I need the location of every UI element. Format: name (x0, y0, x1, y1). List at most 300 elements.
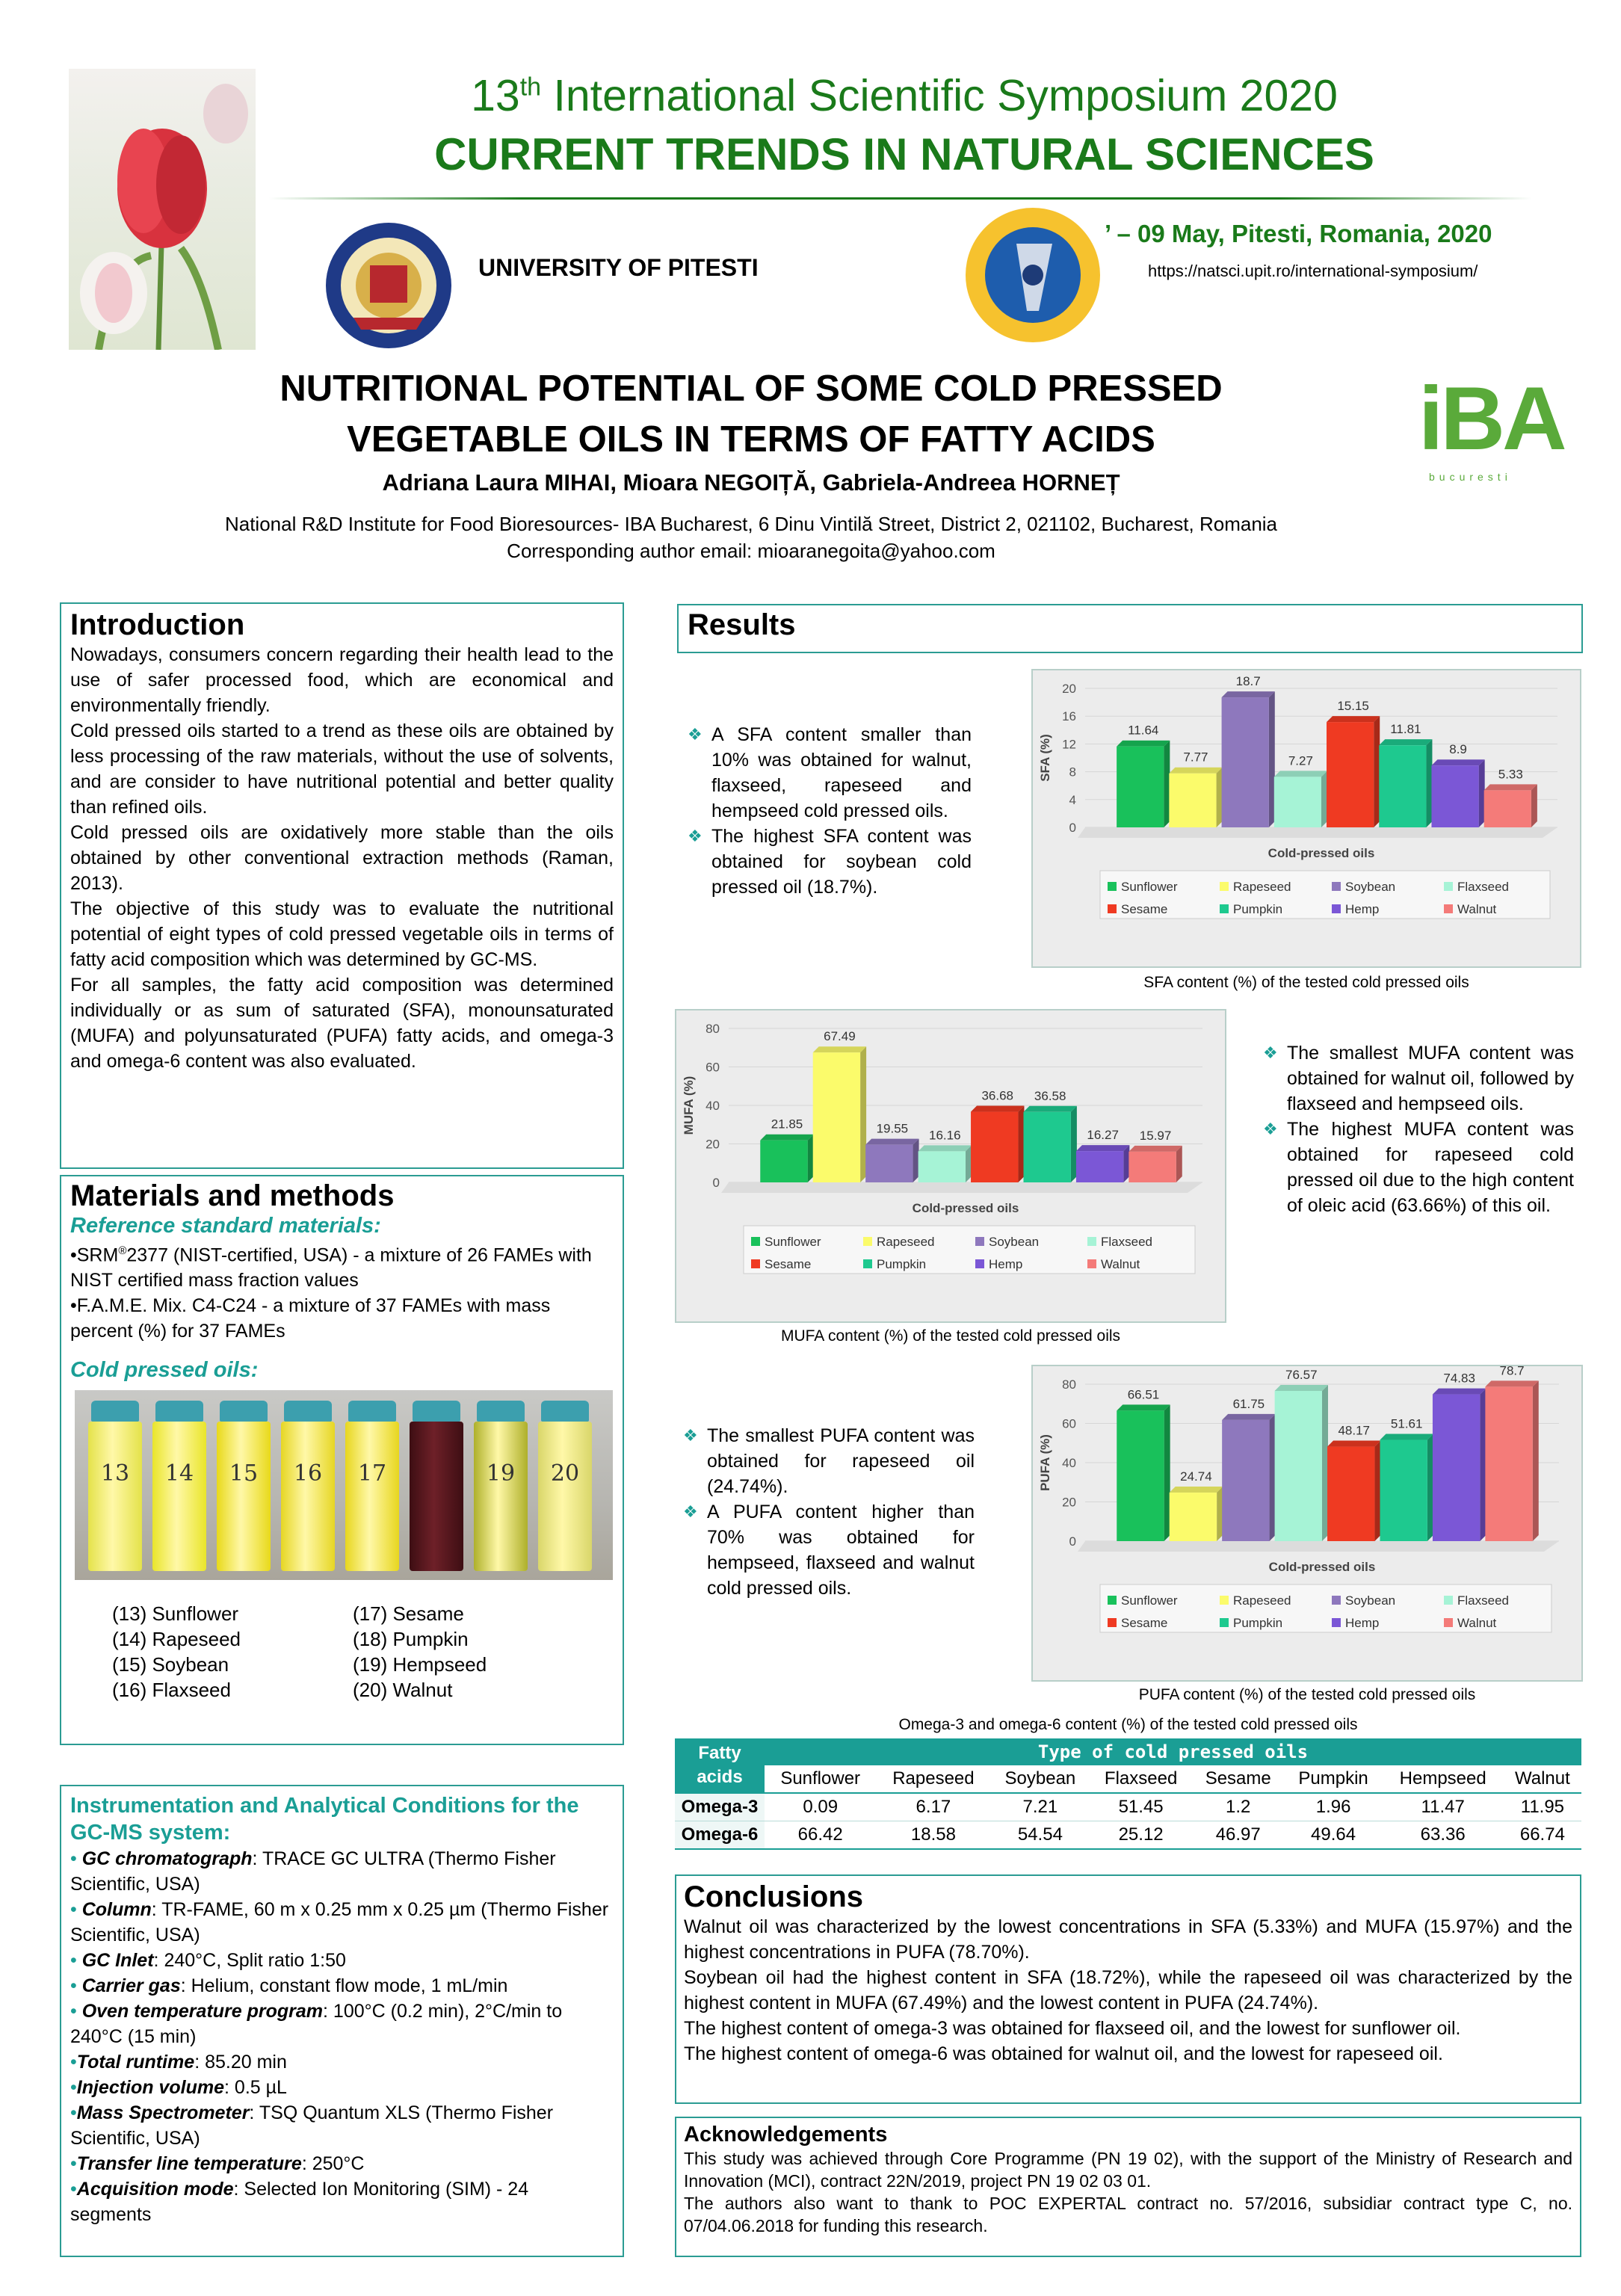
vial-body (217, 1422, 271, 1571)
bar-top (1433, 1389, 1486, 1395)
data-label: 16.27 (1087, 1128, 1119, 1143)
bar-top (1170, 1487, 1223, 1493)
sfa-chart-svg (1033, 670, 1580, 966)
legend-swatch (1087, 1259, 1096, 1268)
legend-entry: Soybean (989, 1235, 1040, 1249)
y-tick-label: 20 (705, 1137, 720, 1152)
legend-swatch (975, 1259, 984, 1268)
legend-entry: Flaxseed (1457, 880, 1509, 894)
symposium-ordinal: th (519, 72, 542, 102)
bar-side (1374, 1441, 1380, 1541)
legend-entry: Rapeseed (877, 1235, 935, 1249)
acknowledgements-section (675, 2117, 1581, 2257)
data-label: 24.74 (1180, 1469, 1212, 1484)
legend-swatch (1332, 1618, 1341, 1627)
vial-cap (220, 1401, 268, 1422)
instrument-label: Carrier gas (81, 1975, 181, 1996)
legend-entry: Rapeseed (1233, 880, 1291, 894)
instrument-label: Acquisition mode (76, 2179, 234, 2200)
legend-entry: Sunflower (765, 1235, 821, 1249)
bar-side (1176, 1146, 1182, 1182)
legend-swatch (1332, 904, 1341, 913)
vial-cap (284, 1401, 332, 1422)
omega-value: 25.12 (1118, 1824, 1164, 1845)
paper-title-line1: NUTRITIONAL POTENTIAL OF SOME COLD PRESSED (280, 368, 1223, 409)
oils-list-right (353, 1601, 487, 1703)
y-tick-label: 80 (705, 1022, 720, 1036)
instrument-label: Injection volume (76, 2077, 225, 2098)
conclusion-paragraph: Walnut oil was characterized by the lowest concentrations in SFA (5.33%) and MUFA (15.97%) and the highest concentrations in PUFA (78.70%). (684, 1916, 1572, 1963)
data-label: 19.55 (876, 1121, 909, 1136)
legend-entry: Sesame (765, 1257, 812, 1271)
table-row (675, 1793, 1581, 1821)
legend-swatch (1444, 1618, 1453, 1627)
instrument-value: : TSQ Quantum XLS (Thermo Fisher Scientific, USA) (70, 2102, 554, 2149)
x-axis-label: Cold-pressed oils (1268, 846, 1375, 860)
omega-column-header: Walnut (1514, 1768, 1570, 1789)
legend-entry: Flaxseed (1457, 1593, 1509, 1608)
bar-top (1023, 1106, 1076, 1112)
legend-swatch (1332, 882, 1341, 891)
bar-side (1164, 1404, 1170, 1541)
bar-side (1018, 1106, 1024, 1182)
instrument-label: GC chromatograph (81, 1848, 253, 1869)
legend-entry: Pumpkin (1233, 1616, 1283, 1630)
conclusions-title: Conclusions (684, 1880, 864, 1913)
instrument-item (70, 1999, 614, 2049)
legend-swatch (1444, 904, 1453, 913)
bar (1170, 1493, 1217, 1541)
bar (760, 1141, 807, 1182)
data-label: 7.27 (1288, 753, 1313, 768)
bar (1128, 1152, 1176, 1182)
tulip-photo (69, 69, 256, 350)
legend-swatch (1108, 1596, 1117, 1605)
y-axis-label: SFA (%) (1038, 734, 1052, 782)
omega-value: 0.09 (803, 1797, 839, 1817)
legend-swatch (1108, 882, 1117, 891)
fatty-acids-header: Fatty acids (675, 1738, 765, 1793)
acknowledgement-paragraph: This study was achieved through Core Programme (PN 19 02), with the support of the Ministry of Research and Innovation (MCI), contract 22N/2019, project PN 19 02 03 01. (684, 2149, 1572, 2191)
conclusions-section (675, 1874, 1581, 2104)
instrument-item (70, 1973, 614, 1999)
y-axis-label: MUFA (%) (682, 1076, 696, 1135)
bar-side (1531, 784, 1537, 827)
university-logo (324, 220, 454, 351)
y-tick-label: 4 (1069, 792, 1076, 807)
instrument-label: GC Inlet (81, 1950, 154, 1971)
reference-text: 2377 (NIST-certified, USA) - a mixture of 26 FAMEs with NIST certified mass fraction values (70, 1244, 592, 1292)
bar-side (1217, 768, 1223, 827)
data-label: 36.68 (981, 1088, 1014, 1103)
sfa-chart (1031, 669, 1581, 968)
vial (152, 1401, 206, 1576)
iba-logo (1418, 366, 1577, 493)
results-title: Results (688, 608, 796, 641)
chart-floor (721, 1182, 1202, 1193)
bar-top (1380, 1434, 1433, 1440)
acknowledgement-paragraph: The authors also want to thank to POC EXPERTAL contract no. 57/2016, subsidiar contract type C, no. 07/04.06.2018 for funding this research. (684, 2194, 1572, 2235)
instrument-value: : 240°C, Split ratio 1:50 (153, 1950, 346, 1971)
data-label: 66.51 (1127, 1387, 1160, 1402)
bar-top (1274, 771, 1327, 777)
symposium-name: International Scientific Symposium 2020 (541, 71, 1338, 120)
omega-caption: Omega-3 and omega-6 content (%) of the tested cold pressed oils (898, 1716, 1358, 1733)
bar (1379, 745, 1426, 827)
oils-list (70, 1601, 614, 1713)
vial (281, 1401, 335, 1576)
legend-entry: Pumpkin (1233, 902, 1283, 916)
paper-affiliation: National R&D Institute for Food Bioresources- IBA Bucharest, 6 Dinu Vintilă Street, District 2, 021102, Bucharest, Romania (224, 513, 1278, 535)
instrument-bullet: • (70, 2001, 82, 2022)
bar-top (760, 1135, 813, 1141)
omega-row-header: Omega-3 (675, 1793, 765, 1821)
sfa-finding: ❖ A SFA content smaller than 10% was obtained for walnut, flaxseed, rapeseed and hempseed cold pressed oils. (686, 722, 972, 824)
mufa-finding: ❖ The highest MUFA content was obtained for rapeseed cold pressed oil due to the high content of oleic acid (63.66%) of this oil. (1262, 1117, 1574, 1218)
instrument-bullet: • (70, 1899, 82, 1920)
intro-paragraph: The objective of this study was to evaluate the nutritional potential of eight types of cold pressed vegetable oils in terms of fatty acid composition which was determined by GC-MS. (70, 898, 614, 970)
bar-side (1426, 739, 1432, 827)
legend-swatch (1220, 882, 1229, 891)
paper-title-line2: VEGETABLE OILS IN TERMS OF FATTY ACIDS (347, 419, 1155, 460)
mufa-caption: MUFA content (%) of the tested cold pressed oils (780, 1327, 1121, 1345)
vial (410, 1401, 463, 1576)
instrument-bullet: • (70, 1975, 82, 1996)
instrument-bullet: • (70, 2052, 77, 2073)
instrument-label: Mass Spectrometer (76, 2102, 250, 2123)
vial-body (410, 1422, 463, 1571)
bar (1117, 1410, 1164, 1541)
bar-side (1164, 741, 1170, 827)
vial-body (474, 1422, 528, 1571)
instrument-item (70, 1897, 614, 1948)
chart-floor (1078, 1541, 1559, 1552)
mufa-chart (675, 1009, 1226, 1323)
bar (1222, 1420, 1269, 1541)
mufa-finding: ❖ The smallest MUFA content was obtained for walnut oil, followed by flaxseed and hempseed oils. (1262, 1040, 1574, 1117)
instrument-value: : 85.20 min (194, 2052, 287, 2073)
omega-column-header: Hempseed (1399, 1768, 1486, 1789)
x-axis-label: Cold-pressed oils (1268, 1560, 1376, 1574)
legend-entry: Pumpkin (877, 1257, 927, 1271)
omega-value: 51.45 (1118, 1797, 1164, 1817)
legend-swatch (1220, 904, 1229, 913)
instrument-value: : Selected Ion Monitoring (SIM) - 24 segments (70, 2179, 529, 2225)
omega-row-header: Omega-6 (675, 1821, 765, 1850)
legend-entry: Sunflower (1121, 880, 1178, 894)
bar (1274, 777, 1321, 827)
legend-entry: Sesame (1121, 1616, 1168, 1630)
legend-entry: Walnut (1457, 1616, 1497, 1630)
bar (1023, 1112, 1070, 1182)
cold-pressed-heading: Cold pressed oils: (70, 1358, 259, 1383)
bar-side (808, 1135, 814, 1182)
data-label: 18.7 (1235, 674, 1261, 689)
bar-top (1431, 759, 1484, 765)
bar-top (1128, 1146, 1182, 1152)
legend-entry: Soybean (1345, 880, 1396, 894)
bar (865, 1145, 913, 1182)
legend-swatch (863, 1237, 872, 1246)
chart-floor (1078, 827, 1557, 838)
legend-entry: Walnut (1101, 1257, 1140, 1271)
bar (1275, 1391, 1322, 1541)
pufa-finding: ❖ The smallest PUFA content was obtained for rapeseed oil (24.74%). (682, 1423, 975, 1499)
conclusion-paragraph: The highest content of omega-6 was obtained for walnut oil, and the lowest for rapeseed oil. (684, 2043, 1443, 2064)
intro-paragraph: Nowadays, consumers concern regarding their health lead to the use of safer processed food, which are economical and environmentally friendly. (70, 644, 614, 716)
pufa-caption: PUFA content (%) of the tested cold pressed oils (1138, 1686, 1476, 1703)
bar-side (1479, 759, 1485, 827)
oil-list-item: (14) Rapeseed (112, 1628, 241, 1651)
vial-cap (348, 1401, 396, 1422)
reference-heading: Reference standard materials: (70, 1214, 381, 1238)
bar-side (1270, 1414, 1276, 1541)
legend-swatch (751, 1237, 760, 1246)
bar-side (860, 1046, 866, 1182)
legend-swatch (1444, 882, 1453, 891)
materials-section (60, 1175, 624, 1745)
instrument-item (70, 2176, 614, 2227)
legend-entry: Hemp (1345, 902, 1380, 916)
bar (1433, 1395, 1480, 1541)
instrument-item (70, 2151, 614, 2176)
legend-swatch (1220, 1596, 1229, 1605)
symposium-number: 13 (471, 71, 520, 120)
bar-side (1071, 1106, 1077, 1182)
omega-column-header: Sunflower (780, 1768, 861, 1789)
symposium-title (269, 70, 1540, 121)
instrument-item (70, 2049, 614, 2075)
intro-paragraph: For all samples, the fatty acid composition was determined individually or as sum of saturated (SFA), monounsaturated (MUFA) and polyunsaturated (PUFA) fatty acids, and omega-3 and omega-6 content was also evaluated. (70, 975, 614, 1072)
sfa-findings (686, 722, 972, 900)
legend-entry: Sunflower (1121, 1593, 1178, 1608)
legend-swatch (1332, 1596, 1341, 1605)
y-tick-label: 80 (1062, 1377, 1076, 1392)
reference-item (70, 1238, 614, 1293)
data-label: 8.9 (1449, 742, 1467, 757)
data-label: 76.57 (1285, 1368, 1318, 1383)
iba-logo-text: iBA (1418, 368, 1564, 469)
iba-logo-subtitle: bucuresti (1429, 471, 1512, 483)
instrument-item (70, 2100, 614, 2151)
bar (1485, 1386, 1532, 1541)
omega-value: 63.36 (1420, 1824, 1466, 1845)
data-label: 78.7 (1499, 1366, 1525, 1378)
bar-top (1117, 741, 1170, 747)
oil-list-item: (17) Sesame (353, 1602, 464, 1626)
vial-body (345, 1422, 399, 1571)
omega-value: 7.21 (1022, 1797, 1058, 1817)
bar-top (1379, 739, 1432, 745)
instrument-bullet: • (70, 2179, 77, 2200)
bar-top (1076, 1145, 1129, 1151)
instrument-item (70, 2075, 614, 2100)
legend-swatch (975, 1237, 984, 1246)
instrument-label: Total runtime (76, 2052, 195, 2073)
bar (1484, 790, 1531, 827)
y-tick-label: 8 (1069, 765, 1076, 780)
data-label: 21.85 (771, 1117, 803, 1132)
bar-side (1123, 1145, 1129, 1182)
bar-side (1217, 1487, 1223, 1541)
legend-entry: Walnut (1457, 902, 1497, 916)
instrument-item (70, 1948, 614, 1973)
bar (1169, 774, 1216, 827)
bar (1380, 1440, 1427, 1541)
legend-entry: Soybean (1345, 1593, 1396, 1608)
bar-top (1327, 716, 1380, 722)
symposium-dates: ’ – 09 May, Pitesti, Romania, 2020 (1105, 220, 1492, 247)
y-tick-label: 60 (705, 1060, 720, 1075)
bar (813, 1052, 860, 1182)
bar (1222, 697, 1269, 827)
vial (538, 1401, 592, 1576)
omega-value: 46.97 (1215, 1824, 1261, 1845)
mufa-chart-svg (676, 1010, 1225, 1321)
omega-column-header: Sesame (1205, 1768, 1271, 1789)
conclusion-paragraph: Soybean oil had the highest content in SFA (18.72%), while the rapeseed oil was characterized by the highest content in MUFA (67.49%) and the lowest content in PUFA (24.74%). (684, 1967, 1572, 2013)
y-tick-label: 60 (1062, 1416, 1076, 1431)
pufa-findings (682, 1423, 975, 1601)
bar (1327, 722, 1374, 827)
omega-value: 11.47 (1421, 1797, 1465, 1817)
bar-top (971, 1106, 1024, 1112)
instrument-value: : Helium, constant flow mode, 1 mL/min (180, 1975, 508, 1996)
y-tick-label: 16 (1062, 709, 1076, 724)
bar-side (966, 1145, 972, 1182)
legend-swatch (863, 1259, 872, 1268)
university-name: UNIVERSITY OF PITESTI (478, 254, 759, 281)
oil-list-item: (16) Flaxseed (112, 1679, 231, 1702)
instrument-value: : 0.5 µL (224, 2077, 287, 2098)
reference-item: •F.A.M.E. Mix. C4-C24 - a mixture of 37 FAMEs with mass percent (%) for 37 FAMEs (70, 1295, 551, 1342)
instrument-value: : TRACE GC ULTRA (Thermo Fisher Scientific, USA) (70, 1848, 556, 1895)
vials-photo (75, 1390, 613, 1580)
vial-label: 13 (100, 1460, 130, 1487)
vial-cap (413, 1401, 460, 1422)
omega-value: 54.54 (1017, 1824, 1063, 1845)
legend-swatch (1108, 1618, 1117, 1627)
instrument-bullet: • (70, 2153, 77, 2174)
vial-body (538, 1422, 592, 1571)
bar-top (1222, 1414, 1275, 1420)
bar-top (1169, 768, 1222, 774)
x-axis-label: Cold-pressed oils (912, 1201, 1019, 1215)
bar (918, 1151, 966, 1182)
symposium-theme: CURRENT TRENDS IN NATURAL SCIENCES (434, 129, 1374, 179)
omega-table (675, 1738, 1581, 1850)
omega-value: 49.64 (1311, 1824, 1356, 1845)
legend-swatch (1087, 1237, 1096, 1246)
bar-top (1485, 1380, 1538, 1386)
oil-list-item: (18) Pumpkin (353, 1628, 469, 1651)
y-axis-label: PUFA (%) (1038, 1434, 1052, 1491)
bar-side (1480, 1389, 1486, 1541)
bar (1431, 765, 1478, 827)
bar (971, 1112, 1018, 1182)
data-label: 16.16 (929, 1128, 961, 1143)
bar-top (1222, 691, 1275, 697)
omega-column-headers (675, 1765, 1581, 1793)
materials-title: Materials and methods (70, 1179, 395, 1212)
instrument-value: : 100°C (0.2 min), 2°C/min to 240°C (15 min) (70, 2001, 563, 2047)
bar-top (1117, 1404, 1170, 1410)
bar-top (1275, 1385, 1328, 1391)
bar-top (865, 1139, 918, 1145)
vial-body (152, 1422, 206, 1571)
oil-list-item: (15) Soybean (112, 1653, 229, 1676)
instrument-label: Column (81, 1899, 152, 1920)
registered-mark: ® (118, 1244, 127, 1257)
vial-label: 14 (164, 1460, 194, 1487)
legend-entry: Sesame (1121, 902, 1168, 916)
instrumentation-section (60, 1785, 624, 2257)
introduction-title: Introduction (70, 608, 245, 641)
results-title-box (677, 604, 1583, 653)
concept-logo (964, 206, 1102, 344)
pufa-finding: ❖ A PUFA content higher than 70% was obtained for hempseed, flaxseed and walnut cold pressed oils. (682, 1499, 975, 1601)
omega-column-header: Pumpkin (1298, 1768, 1368, 1789)
y-tick-label: 0 (712, 1176, 720, 1190)
sfa-finding: ❖ The highest SFA content was obtained for soybean cold pressed oil (18.7%). (686, 824, 972, 900)
header-divider (269, 197, 1532, 200)
symposium-url[interactable]: https://natsci.upit.ro/international-symposium/ (1148, 262, 1478, 280)
instrument-label: Transfer line temperature (76, 2153, 302, 2174)
bar-side (1269, 691, 1275, 827)
data-label: 61.75 (1232, 1396, 1265, 1411)
data-label: 15.97 (1139, 1128, 1172, 1143)
oil-list-item: (13) Sunflower (112, 1602, 239, 1626)
data-label: 36.58 (1034, 1088, 1066, 1103)
paper-email: Corresponding author email: mioaranegoita@yahoo.com (507, 540, 995, 562)
omega-value: 66.42 (797, 1824, 843, 1845)
instrument-item (70, 1846, 614, 1897)
vial-cap (155, 1401, 203, 1422)
bar (1327, 1447, 1374, 1541)
legend-swatch (1444, 1596, 1453, 1605)
instrumentation-list (70, 1846, 614, 2227)
legend-entry: Flaxseed (1101, 1235, 1152, 1249)
vial-label: 15 (229, 1460, 259, 1487)
intro-paragraph: Cold pressed oils started to a trend as these oils are obtained by less processing of the raw materials, without the use of solvents, and are consider to have nutritional potential and better quality than refined oils. (70, 720, 614, 818)
paper-authors: Adriana Laura MIHAI, Mioara NEGOIȚĂ, Gabriela-Andreea HORNEȚ (382, 469, 1120, 496)
data-label: 11.81 (1390, 722, 1421, 737)
y-tick-label: 20 (1062, 1495, 1076, 1510)
vial-label: 19 (486, 1460, 516, 1487)
omega-value: 11.95 (1520, 1797, 1565, 1817)
bar-side (1321, 771, 1327, 827)
instrument-bullet: • (70, 1848, 82, 1869)
y-tick-label: 40 (705, 1099, 720, 1113)
omega-value: 18.58 (910, 1824, 956, 1845)
oil-list-item: (19) Hempseed (353, 1653, 487, 1676)
vial-label: 16 (293, 1460, 323, 1487)
vial-cap (541, 1401, 589, 1422)
oil-list-item: (20) Walnut (353, 1679, 453, 1702)
introduction-section (60, 602, 624, 1169)
omega-value: 6.17 (916, 1797, 951, 1817)
bar-side (1322, 1385, 1328, 1541)
omega-value: 66.74 (1519, 1824, 1565, 1845)
pufa-chart (1031, 1365, 1583, 1682)
omega-column-header: Rapeseed (892, 1768, 975, 1789)
vial (345, 1401, 399, 1576)
data-label: 74.83 (1443, 1371, 1475, 1386)
vial-body (281, 1422, 335, 1571)
data-label: 15.15 (1337, 699, 1369, 714)
legend-swatch (1220, 1618, 1229, 1627)
vial-label: 17 (357, 1460, 387, 1487)
